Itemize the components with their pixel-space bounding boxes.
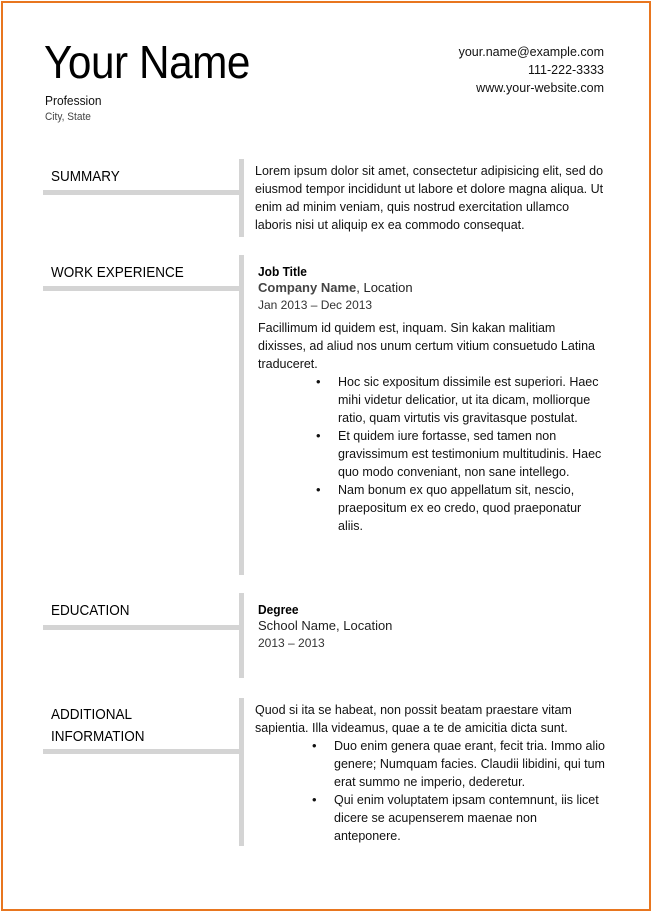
- summary-divider: [239, 159, 244, 237]
- work-experience-heading: WORK EXPERIENCE: [51, 264, 184, 281]
- list-item: • Et quidem iure fortasse, sed tamen non gravissimum est testimonium multitudinis. Haec quo modo conveniant, non sane intellego.: [338, 427, 603, 481]
- additional-heading-rule: [43, 749, 239, 754]
- summary-text: Lorem ipsum dolor sit amet, consectetur adipisicing elit, sed do eiusmod tempor incididunt ut labore et dolore magna aliqua. Ut enim ad minim veniam, quis nostrud exercitation ullamco laboris nisi ut aliquip ex ea commodo consequat.: [255, 164, 604, 232]
- resume-name: Your Name: [44, 36, 251, 88]
- work-heading-rule: [43, 286, 239, 291]
- education-heading-rule: [43, 625, 239, 630]
- education-dates: 2013 – 2013: [258, 636, 325, 650]
- additional-text: Quod si ita se habeat, non possit beatam praestare vitam sapientia. Illa videamus, quae a te de amicitia dicta sunt.: [255, 703, 572, 735]
- website-link[interactable]: www.your-website.com: [476, 81, 604, 95]
- degree: Degree: [258, 602, 299, 617]
- work-divider: [239, 255, 244, 575]
- company-line: [258, 280, 608, 295]
- job-bullet-list: [338, 373, 603, 535]
- summary-heading: SUMMARY: [51, 168, 120, 185]
- job-title: Job Title: [258, 264, 307, 279]
- phone-number: 111-222-3333: [528, 63, 604, 77]
- school-name: School Name, Location: [258, 618, 393, 633]
- email-address[interactable]: your.name@example.com: [458, 45, 604, 59]
- additional-heading-line2: INFORMATION: [51, 728, 145, 745]
- company-name: Company Name: [258, 280, 357, 295]
- list-item: • Hoc sic expositum dissimile est superiori. Haec mihi videtur delicatior, ut ita dicam, molliorque ratio, quam virtutis vis gravitasque postulat.: [338, 373, 603, 427]
- job-description: Facillimum id quidem est, inquam. Sin kakan malitiam dixisses, ad aliud nos unum certum vitium consuetudo Latina traduceret.: [258, 321, 595, 371]
- company-location: , Location: [356, 280, 413, 295]
- summary-heading-rule: [43, 190, 239, 195]
- profession: Profession: [45, 93, 102, 108]
- city-state: City, State: [45, 111, 91, 123]
- job-dates: Jan 2013 – Dec 2013: [258, 298, 373, 312]
- additional-bullet-list: [334, 737, 606, 845]
- list-item: • Nam bonum ex quo appellatum sit, nescio, praepositum ex eo credo, quod praeponatur aliis.: [338, 481, 603, 535]
- education-divider: [239, 593, 244, 678]
- list-item: • Qui enim voluptatem ipsam contemnunt, iis licet dicere se acupenserem maenae non anteponere.: [334, 791, 606, 845]
- education-heading: EDUCATION: [51, 602, 130, 619]
- additional-entry: [255, 701, 607, 845]
- education-entry: [258, 602, 608, 650]
- additional-heading-line1: ADDITIONAL: [51, 706, 133, 723]
- additional-divider: [239, 698, 244, 846]
- work-entry: [258, 264, 608, 535]
- list-item: • Duo enim genera quae erant, fecit tria. Immo alio genere; Numquam facies. Claudii libidini, qui tum erat summo ne imperio, dederetur.: [334, 737, 606, 791]
- additional-info-heading: [51, 704, 145, 748]
